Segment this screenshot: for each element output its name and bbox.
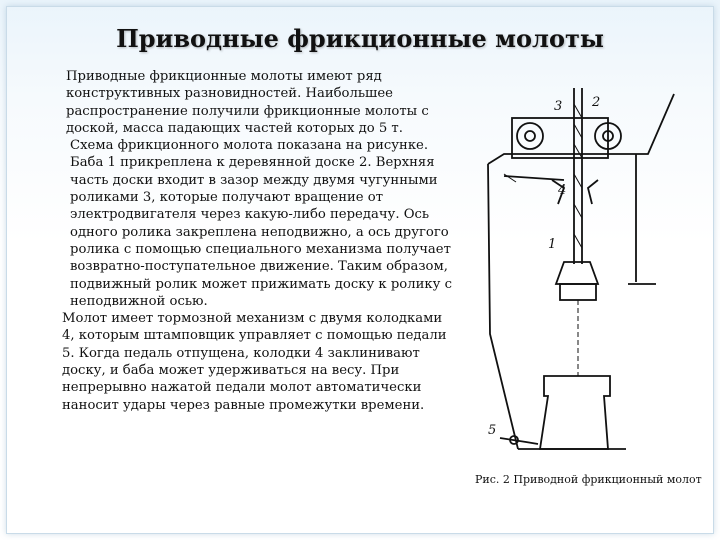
label-5: 5 (488, 423, 497, 438)
hammer-schematic (478, 84, 684, 464)
top-frame (488, 94, 674, 164)
paragraph-scheme: Схема фрикционного молота показана на рисунке. Баба 1 прикреплена к деревянной доске 2. Верхняя часть доски входит в зазор между двумя чугунными роликами 3, которые получают вращение от электродвигателя через какую-либо передачу. Ось одного ролика закреплена неподвижно, а ось другого ролика с помощью специального механизма получает возвратно-поступательное движение. Таким образом, подвижный ролик может прижимать доску к ролику с неподвижной осью. (70, 138, 452, 309)
body-text (62, 68, 452, 414)
ram-top (556, 262, 598, 284)
slide-title: Приводные фрикционные молоты (116, 24, 604, 53)
board-hatching (574, 104, 582, 248)
left-post (488, 164, 518, 449)
paragraph-brake: Молот имеет тормозной механизм с двумя колодками 4, которым штамповщик управляет с помощью педали 5. Когда педаль отпущена, колодки 4 заклинивают доску, и баба может удерживаться на весу. При непрерывно нажатой педали молот автоматически наносит удары через равные промежутки времени. (62, 311, 447, 413)
anvil (540, 376, 610, 449)
label-4: 4 (558, 183, 567, 198)
brake-shoe-right (588, 180, 598, 204)
left-roller (517, 123, 543, 149)
figure-caption: Рис. 2 Приводной фрикционный молот (475, 473, 702, 486)
label-2: 2 (592, 95, 601, 110)
ram-body (560, 284, 596, 300)
label-3: 3 (554, 99, 563, 114)
paragraph-intro: Приводные фрикционные молоты имеют ряд конструктивных разновидностей. Наибольшее распространение получили фрикционные молоты с доской, масса падающих частей которых до 5 т. (66, 69, 429, 136)
pedal (500, 438, 538, 444)
hammer-diagram (478, 84, 684, 464)
label-1: 1 (548, 237, 557, 252)
